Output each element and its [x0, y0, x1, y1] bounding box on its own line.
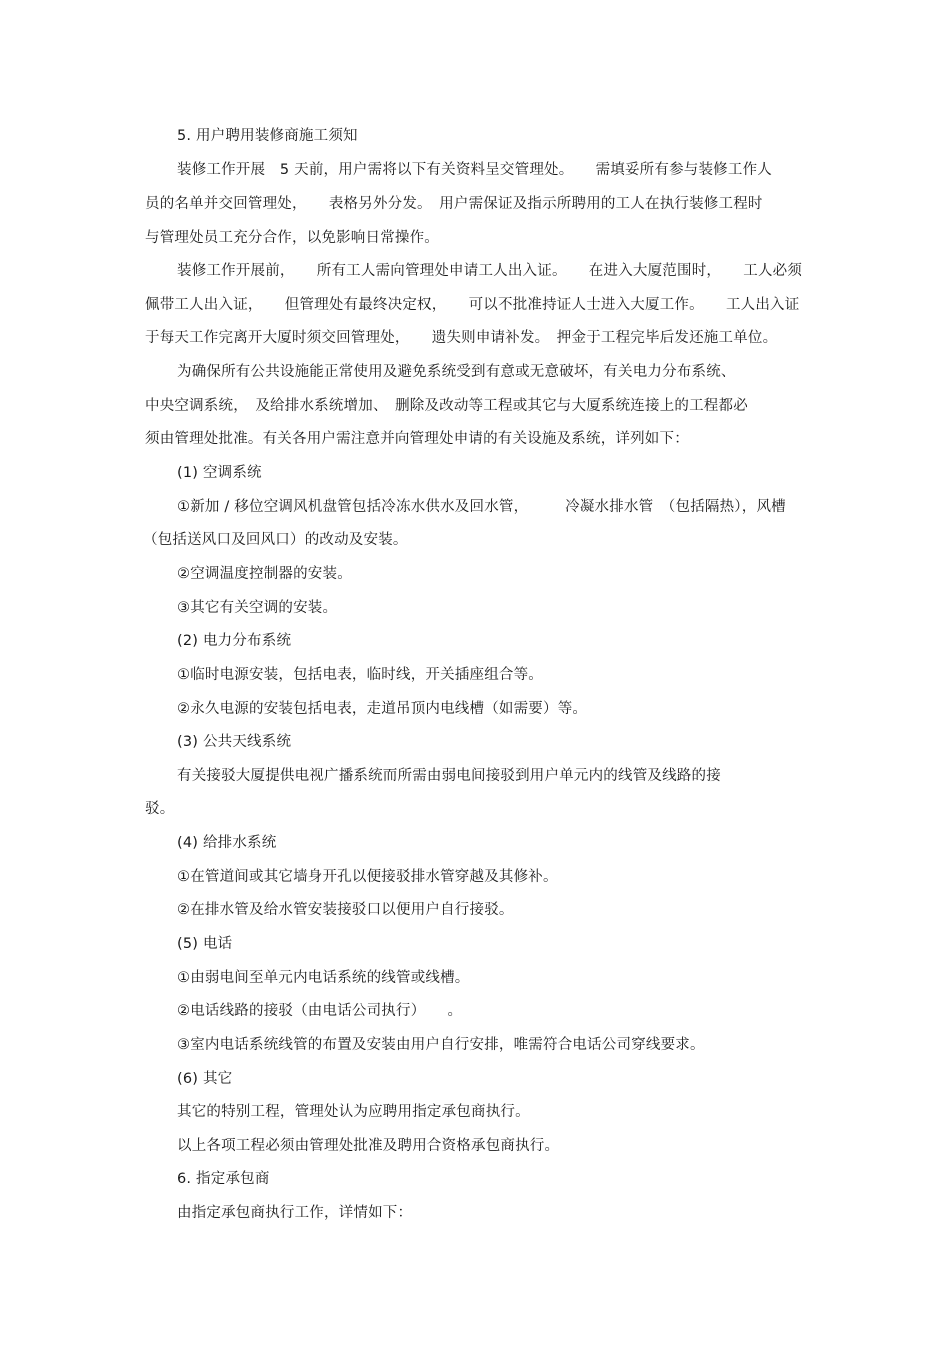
- section-heading-6: 6. 指定承包商: [177, 1171, 270, 1187]
- list-item: ①新加 / 移位空调风机盘管包括冷冻水供水及回水管， 冷凝水排水管 （包括隔热），风槽: [177, 499, 786, 515]
- paragraph-line: 佩带工人出入证， 但管理处有最终决定权， 可以不批准持证人士进入大厦工作。 工人出入证: [145, 297, 800, 313]
- list-item: ①由弱电间至单元内电话系统的线管或线槽。: [177, 970, 470, 986]
- list-item: ①临时电源安装，包括电表，临时线，开关插座组合等。: [177, 667, 543, 683]
- paragraph-line: 有关接驳大厦提供电视广播系统而所需由弱电间接驳到用户单元内的线管及线路的接: [177, 768, 721, 784]
- list-item: ②永久电源的安装包括电表，走道吊顶内电线槽（如需要）等。: [177, 701, 588, 717]
- list-item: ①在管道间或其它墙身开孔以便接驳排水管穿越及其修补。: [177, 869, 558, 885]
- subsection-heading: (2) 电力分布系统: [177, 633, 292, 649]
- paragraph-line: 其它的特别工程，管理处认为应聘用指定承包商执行。: [177, 1104, 530, 1120]
- paragraph-line: 于每天工作完离开大厦时须交回管理处， 遗失则申请补发。 押金于工程完毕后发还施工单位。: [145, 330, 778, 346]
- paragraph-line: 为确保所有公共设施能正常使用及避免系统受到有意或无意破坏，有关电力分布系统、: [177, 364, 736, 380]
- paragraph-line: 中央空调系统， 及给排水系统增加、 删除及改动等工程或其它与大厦系统连接上的工程都必: [145, 398, 748, 414]
- list-item-continuation: （包括送风口及回风口）的改动及安装。: [143, 532, 408, 548]
- paragraph-line: 装修工作开展 5 天前，用户需将以下有关资料呈交管理处。 需填妥所有参与装修工作人: [177, 162, 772, 178]
- list-item: ③室内电话系统线管的布置及安装由用户自行安排，唯需符合电话公司穿线要求。: [177, 1037, 705, 1053]
- section-heading-5: 5. 用户聘用装修商施工须知: [177, 128, 358, 144]
- subsection-heading: (1) 空调系统: [177, 465, 262, 481]
- paragraph-line: 与管理处员工充分合作，以免影响日常操作。: [145, 230, 439, 246]
- subsection-heading: (3) 公共天线系统: [177, 734, 292, 750]
- paragraph-line: 员的名单并交回管理处， 表格另外分发。 用户需保证及指示所聘用的工人在执行装修工程时: [145, 196, 763, 212]
- list-item: ③其它有关空调的安装。: [177, 600, 338, 616]
- paragraph-line: 以上各项工程必须由管理处批准及聘用合资格承包商执行。: [177, 1138, 560, 1154]
- paragraph-line: 由指定承包商执行工作，详情如下：: [177, 1205, 413, 1221]
- subsection-heading: (4) 给排水系统: [177, 835, 277, 851]
- list-item: ②电话线路的接驳（由电话公司执行） 。: [177, 1003, 463, 1019]
- paragraph-line: 驳。: [145, 801, 175, 817]
- paragraph-line: 装修工作开展前， 所有工人需向管理处申请工人出入证。 在进入大厦范围时， 工人必须: [177, 263, 803, 279]
- subsection-heading: (5) 电话: [177, 936, 233, 952]
- paragraph-line: 须由管理处批准。有关各用户需注意并向管理处申请的有关设施及系统，详列如下：: [145, 431, 689, 447]
- list-item: ②空调温度控制器的安装。: [177, 566, 352, 582]
- list-item: ②在排水管及给水管安装接驳口以便用户自行接驳。: [177, 902, 514, 918]
- subsection-heading: (6) 其它: [177, 1071, 233, 1087]
